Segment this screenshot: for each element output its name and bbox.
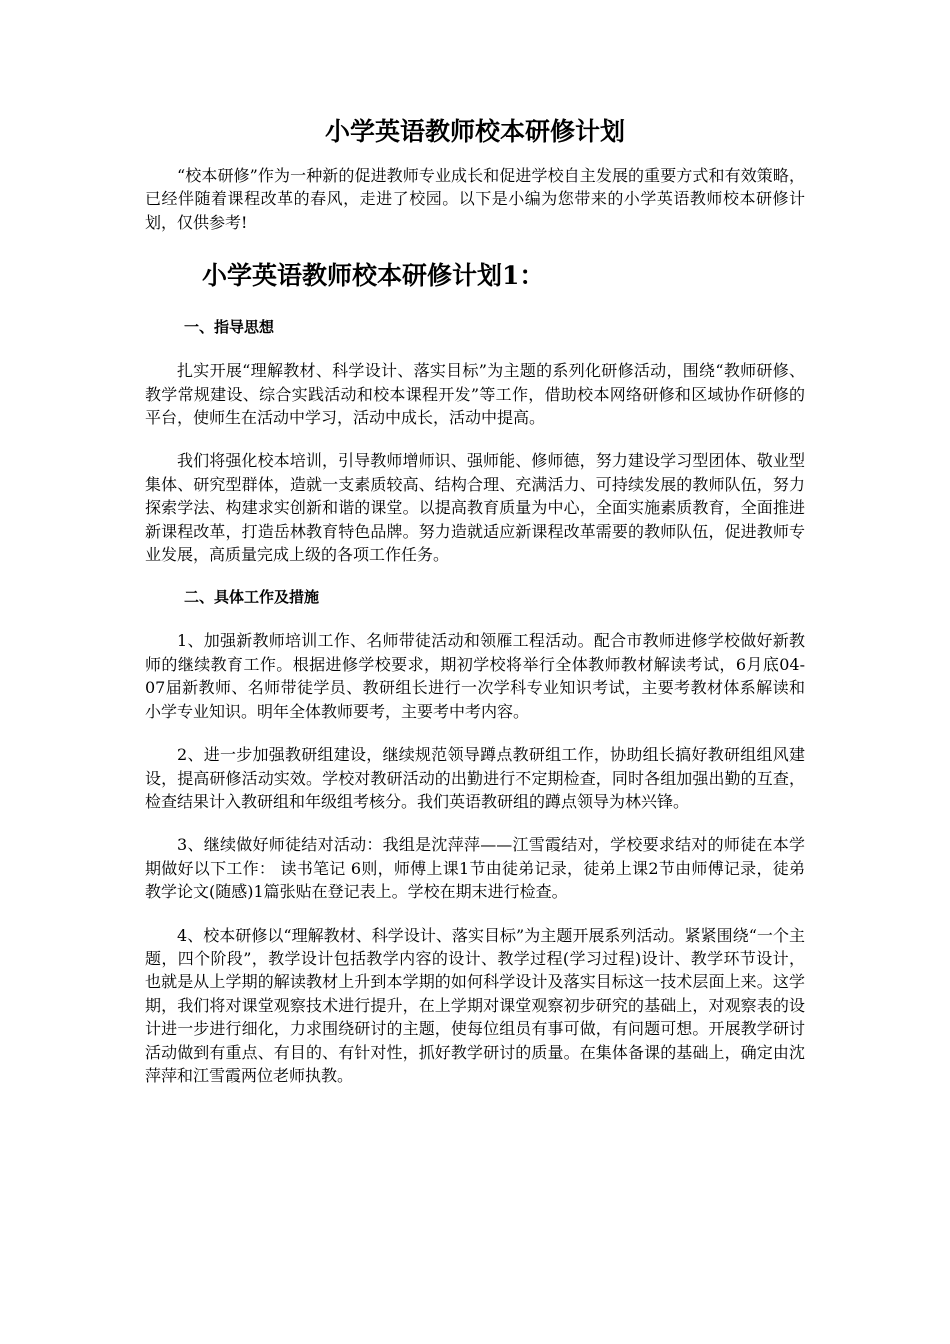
document-page — [145, 112, 805, 1087]
paragraph: 4、校本研修以“理解教材、科学设计、落实目标”为主题开展系列活动。紧紧围绕“一个主题，四个阶段”，教学设计包括教学内容的设计、教学过程(学习过程)设计、教学环节设计，也就是从上学期的解读教材上升到本学期的如何科学设计及落实目标这一技术层面上来。这学期，我们将对课堂观察技术进行提升，在上学期对课堂观察初步研究的基础上，对观察表的设计进一步进行细化，力求围绕研讨的主题，使每位组员有事可做，有问题可想。开展教学研讨活动做到有重点、有目的、有针对性，抓好教学研讨的质量。在集体备课的基础上，确定由沈萍萍和江雪霞两位老师执教。 — [145, 925, 805, 1085]
document-title: 小学英语教师校本研修计划 — [324, 117, 625, 146]
section-heading-measures: 二、具体工作及措施 — [184, 588, 320, 607]
paragraph: 2、进一步加强教研组建设，继续规范领导蹲点教研组工作，协助组长搞好教研组组风建设，提高研修活动实效。学校对教研活动的出勤进行不定期检查，同时各组加强出勤的互查，检查结果计入教研组和年级组考核分。我们英语教研组的蹲点领导为林兴锋。 — [145, 745, 805, 811]
paragraph: 3、继续做好师徒结对活动：我组是沈萍萍——江雪霞结对，学校要求结对的师徒在本学期做好以下工作： 读书笔记 6则，师傅上课1节由徒弟记录，徒弟上课2节由师傅记录，徒弟教学论文(随感)1篇张贴在登记表上。学校在期末进行检查。 — [145, 835, 805, 902]
paragraph: 1、加强新教师培训工作、名师带徒活动和领雁工程活动。配合市教师进修学校做好新教师的继续教育工作。根据进修学校要求，期初学校将举行全体教师教材解读考试，6月底04-07届新教师、名师带徒学员、教研组长进行一次学科专业知识考试，主要考教材体系解读和小学专业知识。明年全体教师要考，主要考中考内容。 — [145, 631, 805, 721]
section-heading-guiding-ideology: 一、指导思想 — [184, 318, 275, 337]
intro-paragraph: “校本研修”作为一种新的促进教师专业成长和促进学校自主发展的重要方式和有效策略，已经伴随着课程改革的春风，走进了校园。以下是小编为您带来的小学英语教师校本研修计划，仅供参考! — [145, 166, 805, 232]
paragraph: 扎实开展“理解教材、科学设计、落实目标”为主题的系列化研修活动，围绕“教师研修、教学常规建设、综合实践活动和校本课程开发”等工作，借助校本网络研修和区域协作研修的平台，使师生在活动中学习，活动中成长，活动中提高。 — [145, 361, 805, 428]
paragraph: 我们将强化校本培训，引导教师增师识、强师能、修师德，努力建设学习型团体、敬业型集体、研究型群体，造就一支素质较高、结构合理、充满活力、可持续发展的教师队伍，努力探索学法、构建求实创新和谐的课堂。以提高教育质量为中心，全面实施素质教育，全面推进新课程改革，打造岳林教育特色品牌。努力造就适应新课程改革需要的教师队伍，促进教师专业发展，高质量完成上级的各项工作任务。 — [145, 451, 805, 565]
plan-title: 小学英语教师校本研修计划1： — [202, 261, 545, 291]
